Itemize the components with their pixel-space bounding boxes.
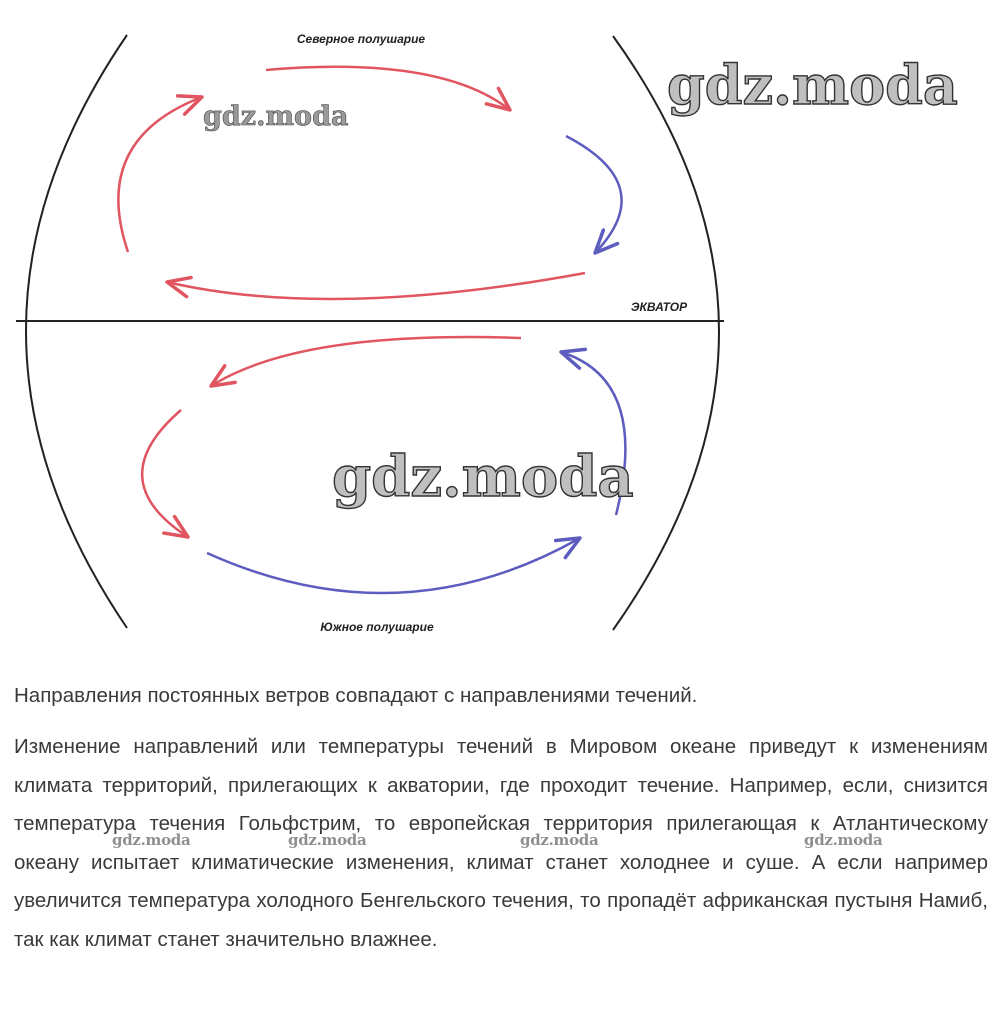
southern-hemisphere-label: Южное полушарие (320, 620, 434, 634)
south-current-west (211, 337, 521, 386)
north-warm-current-north (118, 97, 202, 252)
watermark: gdz.moda (804, 831, 883, 849)
globe-right-edge (613, 36, 719, 630)
watermark: gdz.moda (112, 831, 191, 849)
watermark: gdz.moda (203, 101, 349, 132)
paragraph-climate: Изменение направлений или температуры течений в Мировом океане приведут к изменениям климата территорий, прилегающих к акватории, где проходит течение. Например, если, снизится температура течения Гольфстрим, то европейская территория прилегающая к Атлантическому океану испытает климатические изменения, климат станет холоднее и суше. А если например увеличится температура холодного Бенгельского течения, то пропадёт африканская пустыня Намиб, так как климат станет значительно влажнее. (14, 735, 988, 951)
south-cold-current-east (207, 538, 580, 593)
northern-hemisphere-label: Северное полушарие (296, 32, 426, 46)
south-warm-current-south (142, 410, 188, 537)
north-current-west (167, 273, 585, 299)
watermark: gdz.moda (332, 444, 634, 510)
globe-left-edge (26, 35, 127, 628)
watermark: gdz.moda (288, 831, 367, 849)
watermark: gdz.moda (667, 53, 958, 117)
north-cold-current-south (566, 136, 622, 253)
equator-label: ЭКВАТОР (630, 300, 688, 314)
watermark: gdz.moda (520, 831, 599, 849)
paragraph-winds: Направления постоянных ветров совпадают с направлениями течений. (14, 684, 698, 707)
